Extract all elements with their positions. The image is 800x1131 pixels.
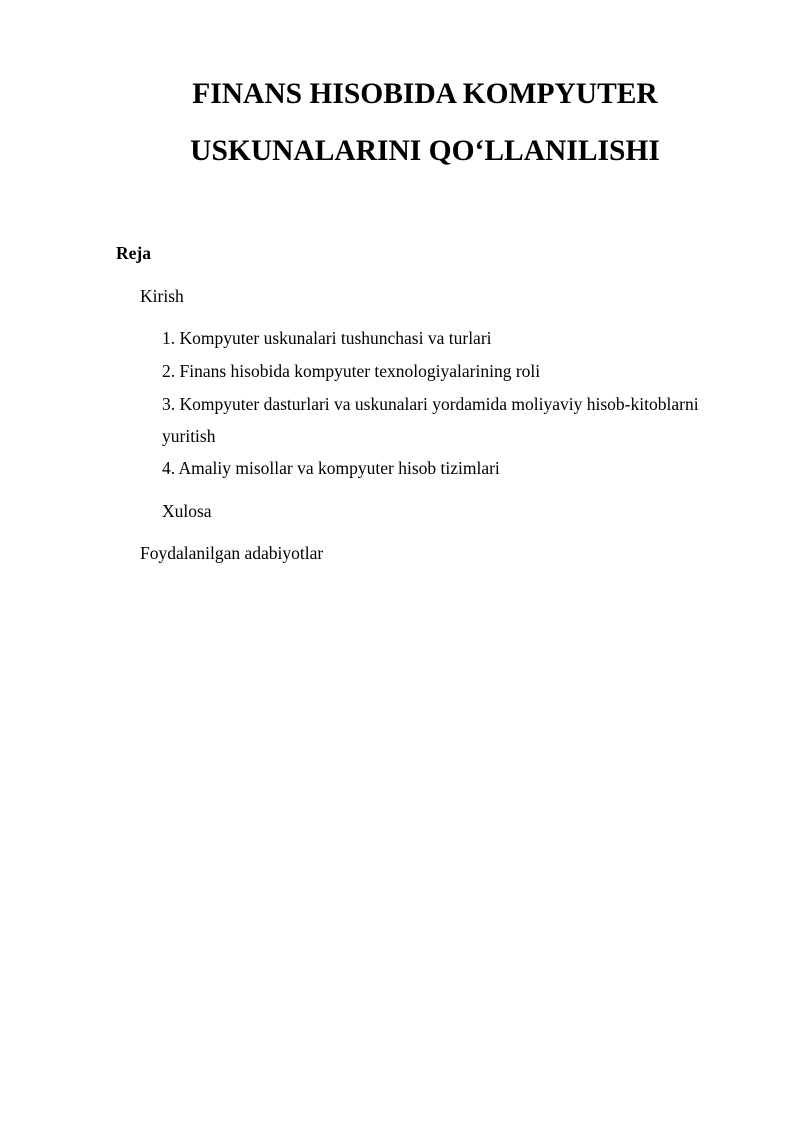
plan-heading: Reja bbox=[116, 243, 151, 263]
plan-item-intro: Kirish bbox=[140, 286, 184, 306]
plan-item-2: 2. Finans hisobida kompyuter texnologiyalarining roli bbox=[162, 361, 541, 381]
plan-item-conclusion: Xulosa bbox=[162, 501, 212, 521]
plan-item-1: 1. Kompyuter uskunalari tushunchasi va turlari bbox=[162, 328, 492, 348]
plan-item-3-continuation: yuritish bbox=[162, 426, 216, 446]
plan-item-4: 4. Amaliy misollar va kompyuter hisob tizimlari bbox=[162, 458, 500, 478]
plan-item-references: Foydalanilgan adabiyotlar bbox=[140, 543, 324, 563]
document-title-line-1: FINANS HISOBIDA KOMPYUTER bbox=[192, 78, 658, 110]
plan-item-3: 3. Kompyuter dasturlari va uskunalari yordamida moliyaviy hisob-kitoblarni bbox=[162, 394, 699, 414]
document-title-line-2: USKUNALARINI QO‘LLANILISHI bbox=[190, 135, 660, 167]
